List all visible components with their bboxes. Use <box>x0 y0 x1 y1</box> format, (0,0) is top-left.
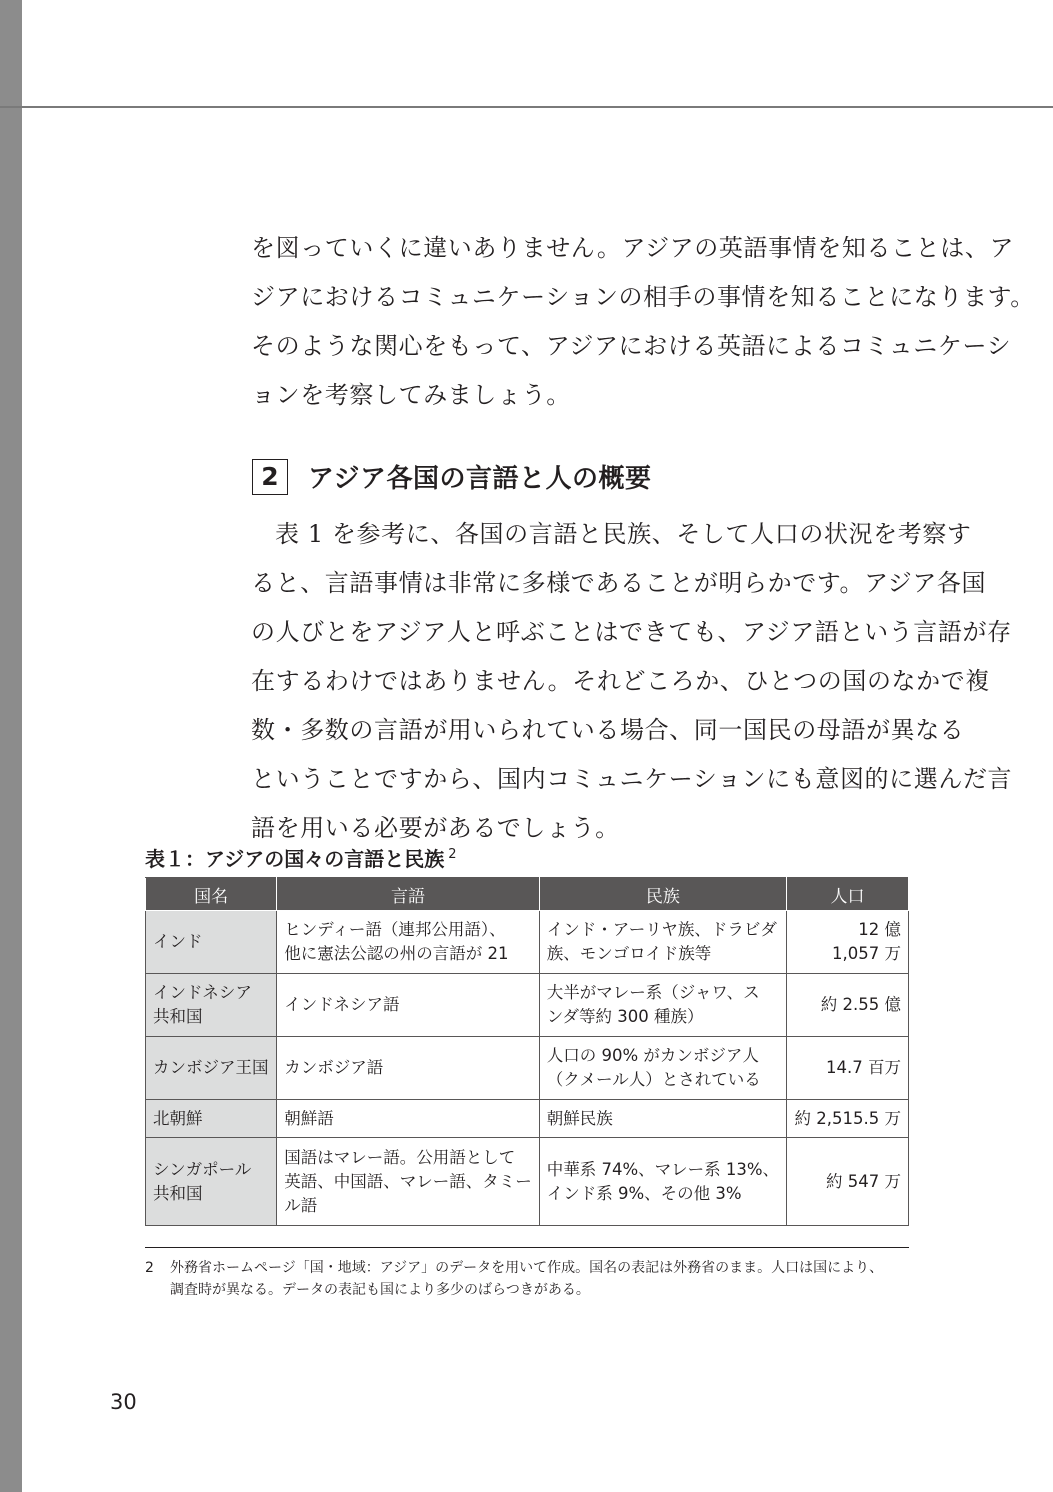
language-cell: インドネシア語 <box>277 974 540 1037</box>
country-cell: 北朝鮮 <box>146 1100 277 1138</box>
footnote-rule <box>145 1247 909 1248</box>
ethnicity-cell: 大半がマレー系（ジャワ、ス ンダ等約 300 種族） <box>539 974 786 1037</box>
section-title: アジア各国の言語と人の概要 <box>308 464 652 494</box>
intro-paragraph <box>251 224 1035 420</box>
text-line: 語を用いる必要があるでしょう。 <box>251 814 620 842</box>
page-number: 30 <box>110 1390 137 1414</box>
table-row <box>146 974 909 1037</box>
table-header-row <box>146 878 909 911</box>
section-heading <box>252 458 651 495</box>
ethnicity-cell: インド・アーリヤ族、ドラビダ 族、モンゴロイド族等 <box>539 911 786 974</box>
text-line: ジアにおけるコミュニケーションの相手の事情を知ることになります。 <box>251 283 1035 311</box>
column-header-ethnicity: 民族 <box>539 878 786 911</box>
language-cell: 国語はマレー語。公用語として 英語、中国語、マレー語、タミー ル語 <box>277 1138 540 1226</box>
population-cell: 14.7 百万 <box>787 1037 909 1100</box>
table-caption-text: 表１：アジアの国々の言語と民族 <box>145 847 445 871</box>
text-line: ると、言語事情は非常に多様であることが明らかです。アジア各国 <box>251 569 987 597</box>
ethnicity-cell: 人口の 90% がカンボジア人 （クメール人）とされている <box>539 1037 786 1100</box>
country-cell: シンガポール 共和国 <box>146 1138 277 1226</box>
languages-table <box>145 877 909 1226</box>
text-line: ということですから、国内コミュニケーションにも意図的に選んだ言 <box>251 765 1013 793</box>
text-line: の人びとをアジア人と呼ぶことはできても、アジア語という言語が存 <box>251 618 1012 646</box>
text-line: を図っていくに違いありません。アジアの英語事情を知ることは、ア <box>251 234 1015 262</box>
footnote <box>145 1257 883 1301</box>
country-cell: インド <box>146 911 277 974</box>
text-line: 数・多数の言語が用いられている場合、同一国民の母語が異なる <box>251 716 965 744</box>
language-cell: ヒンディー語（連邦公用語）、 他に憲法公認の州の言語が 21 <box>277 911 540 974</box>
population-cell: 約 2.55 億 <box>787 974 909 1037</box>
footnote-line: 外務省ホームページ「国・地域：アジア」のデータを用いて作成。国名の表記は外務省のまま。人口は国により、 <box>170 1260 884 1276</box>
text-line: 表 1 を参考に、各国の言語と民族、そして人口の状況を考察す <box>275 520 972 548</box>
column-header-language: 言語 <box>277 878 540 911</box>
language-cell: カンボジア語 <box>277 1037 540 1100</box>
table-row <box>146 1100 909 1138</box>
country-cell: インドネシア 共和国 <box>146 974 277 1037</box>
footnote-number: 2 <box>145 1260 154 1276</box>
population-cell: 12 億 1,057 万 <box>787 911 909 974</box>
column-header-country: 国名 <box>146 878 277 911</box>
text-line: ョンを考察してみましょう。 <box>251 381 571 409</box>
population-cell: 約 2,515.5 万 <box>787 1100 909 1138</box>
ethnicity-cell: 中華系 74%、マレー系 13%、 インド系 9%、その他 3% <box>539 1138 786 1226</box>
ethnicity-cell: 朝鮮民族 <box>539 1100 786 1138</box>
header-rule <box>0 106 1053 108</box>
population-cell: 約 547 万 <box>787 1138 909 1226</box>
footnote-ref: 2 <box>448 847 457 862</box>
country-cell: カンボジア王国 <box>146 1037 277 1100</box>
section-number: 2 <box>252 459 288 495</box>
table-row <box>146 911 909 974</box>
language-cell: 朝鮮語 <box>277 1100 540 1138</box>
table-row <box>146 1138 909 1226</box>
table-caption <box>145 843 456 872</box>
text-line: 在するわけではありません。それどころか、ひとつの国のなかで複 <box>251 667 990 695</box>
footnote-line: 調査時が異なる。データの表記も国により多少のばらつきがある。 <box>170 1282 590 1298</box>
column-header-population: 人口 <box>787 878 909 911</box>
table-row <box>146 1037 909 1100</box>
text-line: そのような関心をもって、アジアにおける英語によるコミュニケーシ <box>251 332 1012 360</box>
body-paragraph <box>251 510 1013 853</box>
page-edge-bar <box>0 0 22 1492</box>
footnote-text <box>170 1257 883 1301</box>
